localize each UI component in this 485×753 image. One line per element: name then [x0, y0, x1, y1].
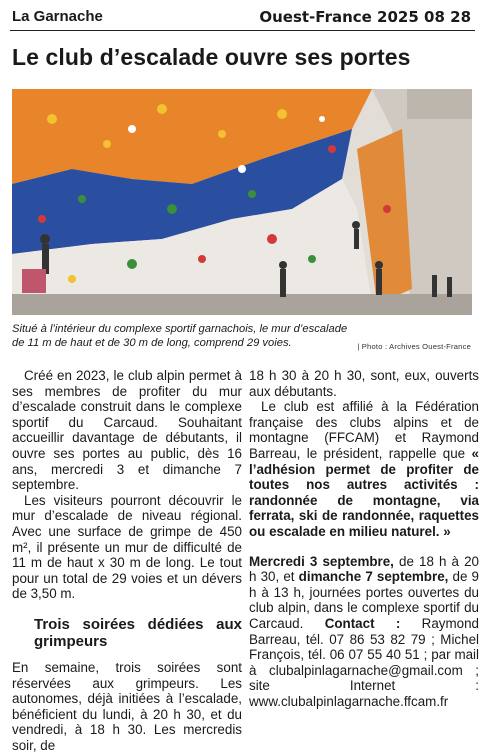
time-wednesday: de 18 h à 20 h 30, et — [249, 553, 479, 585]
paragraph-evenings-cont: 18 h 30 à 20 h 30, sont, eux, ouverts aux débutants. — [249, 368, 479, 399]
paragraph-evenings: En semaine, trois soirées sont réservées aux grimpeurs. Les autonomes, déjà initiées à l’escalade, bénéficient du lundi, à 20 h 30, et du vendredi, à 18 h 30. Les mercredis soir, de — [12, 659, 242, 753]
locality-label: La Garnache — [12, 8, 103, 25]
paragraph-intro: Créé en 2023, le club alpin permet à ses membres de profiter du mur d’escalade construit dans le complexe sportif du Carcaud. Souhaitant accueillir davantage de débutants, il ouvre ses portes au public, dès 16 ans, mercredi 3 et dimanche 7 septembre. — [12, 368, 242, 493]
source-date: Ouest-France 2025 08 28 — [259, 8, 471, 26]
article-column-right — [249, 368, 479, 709]
contact-label: Contact : — [324, 615, 401, 631]
photo-caption: Situé à l’intérieur du complexe sportif garnachois, le mur d’escalade de 11 m de haut et de 30 m de long, comprend 29 voies. — [12, 323, 348, 349]
president-quote: « l’adhésion permet de profiter de toutes nos autres activités : randonnée de montagne, via ferrata, ski de randonnée, raquettes ou escalade en milieu naturel. » — [249, 445, 479, 539]
paragraph-federation — [249, 399, 479, 539]
header-rule — [10, 30, 475, 31]
date-sunday: dimanche 7 septembre, — [298, 569, 449, 585]
article-headline: Le club d’escalade ouvre ses portes — [12, 44, 411, 70]
date-wednesday: Mercredi 3 septembre, — [249, 553, 394, 569]
contact-details: Raymond Barreau, tél. 07 86 53 82 79 ; Michel François, tél. 06 07 55 40 51 ; par mail à clubalpinlagarnache@gmail.com ; site Internet : www.clubalpinlagarnache.ffcam.fr — [249, 615, 479, 709]
article-subhead: Trois soirées dédiées aux grimpeurs — [34, 615, 242, 650]
federation-text: Le club est affilié à la Fédération française des clubs alpins et de montagne (FFCAM) et Raymond Barreau, le président, rappelle que — [249, 399, 479, 461]
paragraph-openhouse — [249, 554, 479, 710]
photo-credit: | Photo : Archives Ouest-France — [357, 342, 471, 351]
paragraph-wall: Les visiteurs pourront découvrir le mur d’escalade de niveau régional. Avec une surface de grimpe de 450 m², il présente un mur de difficulté de 11 m de haut x 30 m de long. Le tout pour un total de 29 voies et un dévers de 3,50 m. — [12, 492, 242, 602]
climbing-wall-photo — [12, 89, 472, 315]
article-column-left — [12, 368, 242, 753]
openhouse-text: de 9 h à 13 h, journées portes ouvertes du club alpin, dans le complexe sportif du Carcaud. — [249, 569, 479, 631]
